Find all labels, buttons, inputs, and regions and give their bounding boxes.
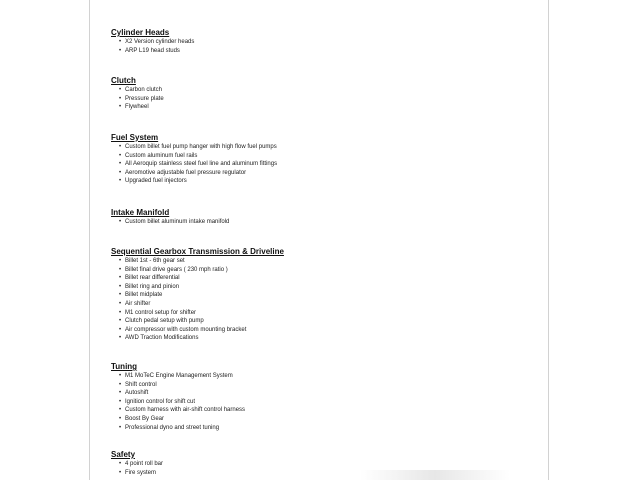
item-text: Pressure plate: [125, 95, 164, 102]
bullet-icon: •: [119, 309, 122, 316]
bullet-icon: •: [119, 39, 122, 45]
item-text: Custom aluminum fuel rails: [125, 152, 198, 159]
section-clutch: [111, 76, 164, 112]
item-text: Air shifter: [125, 300, 151, 307]
list-item: [119, 300, 284, 309]
item-list: [111, 372, 245, 432]
bullet-icon: •: [119, 424, 122, 431]
list-item: [119, 160, 278, 169]
bullet-icon: •: [119, 469, 122, 476]
bullet-icon: •: [119, 300, 122, 307]
item-text: Ignition control for shift cut: [125, 398, 196, 405]
section-title: Clutch: [111, 76, 136, 85]
item-text: Billet ring and pinion: [125, 283, 180, 290]
item-list: [111, 257, 284, 343]
list-item: [119, 38, 195, 47]
list-item: [119, 424, 245, 433]
item-text: X2 Version cylinder heads: [125, 39, 195, 45]
list-item: [119, 218, 230, 227]
list-item: [119, 177, 277, 186]
item-text: All Aeroquip stainless steel fuel line and aluminum fittings: [125, 161, 278, 168]
list-item: [119, 152, 277, 161]
item-list: [111, 218, 229, 227]
item-text: Boost By Gear: [125, 415, 165, 422]
list-item: [119, 317, 284, 326]
list-item: [119, 326, 284, 335]
item-list: [111, 460, 163, 477]
list-item: [119, 266, 284, 275]
scan-smudge: [360, 470, 510, 480]
bullet-icon: •: [119, 104, 122, 111]
section-safety: [111, 450, 163, 477]
item-text: Custom billet aluminum intake manifold: [125, 219, 230, 225]
bullet-icon: •: [119, 161, 122, 168]
section-title: Safety: [111, 450, 136, 459]
bullet-icon: •: [119, 398, 122, 405]
item-list: [111, 143, 277, 186]
item-text: Fire system: [125, 469, 157, 476]
item-text: Custom billet fuel pump hanger with high flow fuel pumps: [125, 144, 277, 150]
section-title: Sequential Gearbox Transmission & Driveline: [111, 247, 284, 256]
list-item: [119, 143, 277, 152]
item-text: M1 control setup for shifter: [125, 309, 197, 316]
list-item: [119, 460, 164, 469]
list-item: [119, 103, 164, 112]
bullet-icon: •: [119, 381, 122, 388]
item-text: Billet midplate: [125, 292, 163, 299]
section-title: Tuning: [111, 362, 138, 371]
item-text: AWD Traction Modifications: [125, 335, 199, 342]
list-item: [119, 274, 284, 283]
bullet-icon: •: [119, 95, 122, 102]
list-item: [119, 283, 284, 292]
bullet-icon: •: [119, 373, 122, 379]
list-item: [119, 169, 277, 178]
bullet-icon: •: [119, 152, 122, 159]
item-list: [111, 86, 164, 112]
section-cylinder-heads: [111, 28, 194, 55]
list-item: [119, 389, 245, 398]
bullet-icon: •: [119, 326, 122, 333]
item-text: Clutch pedal setup with pump: [125, 318, 204, 325]
bullet-icon: •: [119, 219, 122, 225]
list-item: [119, 372, 245, 381]
item-text: Billet 1st - 6th gear set: [125, 258, 185, 264]
section-tuning: [111, 362, 245, 432]
bullet-icon: •: [119, 390, 122, 397]
bullet-icon: •: [119, 47, 122, 54]
bullet-icon: •: [119, 335, 122, 342]
item-text: Billet rear differential: [125, 275, 180, 282]
item-text: Carbon clutch: [125, 87, 163, 93]
list-item: [119, 47, 194, 56]
item-text: Upgraded fuel injectors: [125, 178, 187, 185]
item-text: Shift control: [125, 381, 157, 388]
list-item: [119, 291, 284, 300]
list-item: [119, 415, 245, 424]
bullet-icon: •: [119, 258, 122, 264]
item-text: Billet final drive gears ( 230 mph ratio ): [125, 266, 228, 273]
bullet-icon: •: [119, 87, 122, 93]
bullet-icon: •: [119, 407, 122, 414]
list-item: [119, 86, 164, 95]
item-text: M1 MoTeC Engine Management System: [125, 373, 233, 379]
section-title: Intake Manifold: [111, 208, 170, 217]
item-text: Aeromotive adjustable fuel pressure regulator: [125, 169, 247, 176]
bullet-icon: •: [119, 169, 122, 176]
list-item: [119, 257, 284, 266]
bullet-icon: •: [119, 292, 122, 299]
section-title: Fuel System: [111, 133, 159, 142]
section-fuel-system: [111, 133, 277, 186]
list-item: [119, 309, 284, 318]
list-item: [119, 398, 245, 407]
item-text: Autoshift: [125, 390, 149, 397]
list-item: [119, 95, 164, 104]
item-text: Flywheel: [125, 104, 149, 111]
bullet-icon: •: [119, 178, 122, 185]
item-text: ARP L19 head studs: [125, 47, 180, 54]
bullet-icon: •: [119, 275, 122, 282]
bullet-icon: •: [119, 144, 122, 150]
bullet-icon: •: [119, 415, 122, 422]
list-item: [119, 469, 163, 478]
section-intake-manifold: [111, 208, 229, 227]
item-text: Custom harness with air-shift control harness: [125, 407, 246, 414]
bullet-icon: •: [119, 318, 122, 325]
list-item: [119, 334, 284, 343]
bullet-icon: •: [119, 283, 122, 290]
item-text: Air compressor with custom mounting bracket: [125, 326, 247, 333]
item-list: [111, 38, 194, 55]
list-item: [119, 406, 246, 415]
section-title: Cylinder Heads: [111, 28, 170, 37]
item-text: Professional dyno and street tuning: [125, 424, 220, 431]
item-text: 4 point roll bar: [125, 461, 164, 467]
section-sequential-gearbox: [111, 247, 284, 343]
bullet-icon: •: [119, 461, 122, 467]
bullet-icon: •: [119, 266, 122, 273]
list-item: [119, 381, 245, 390]
